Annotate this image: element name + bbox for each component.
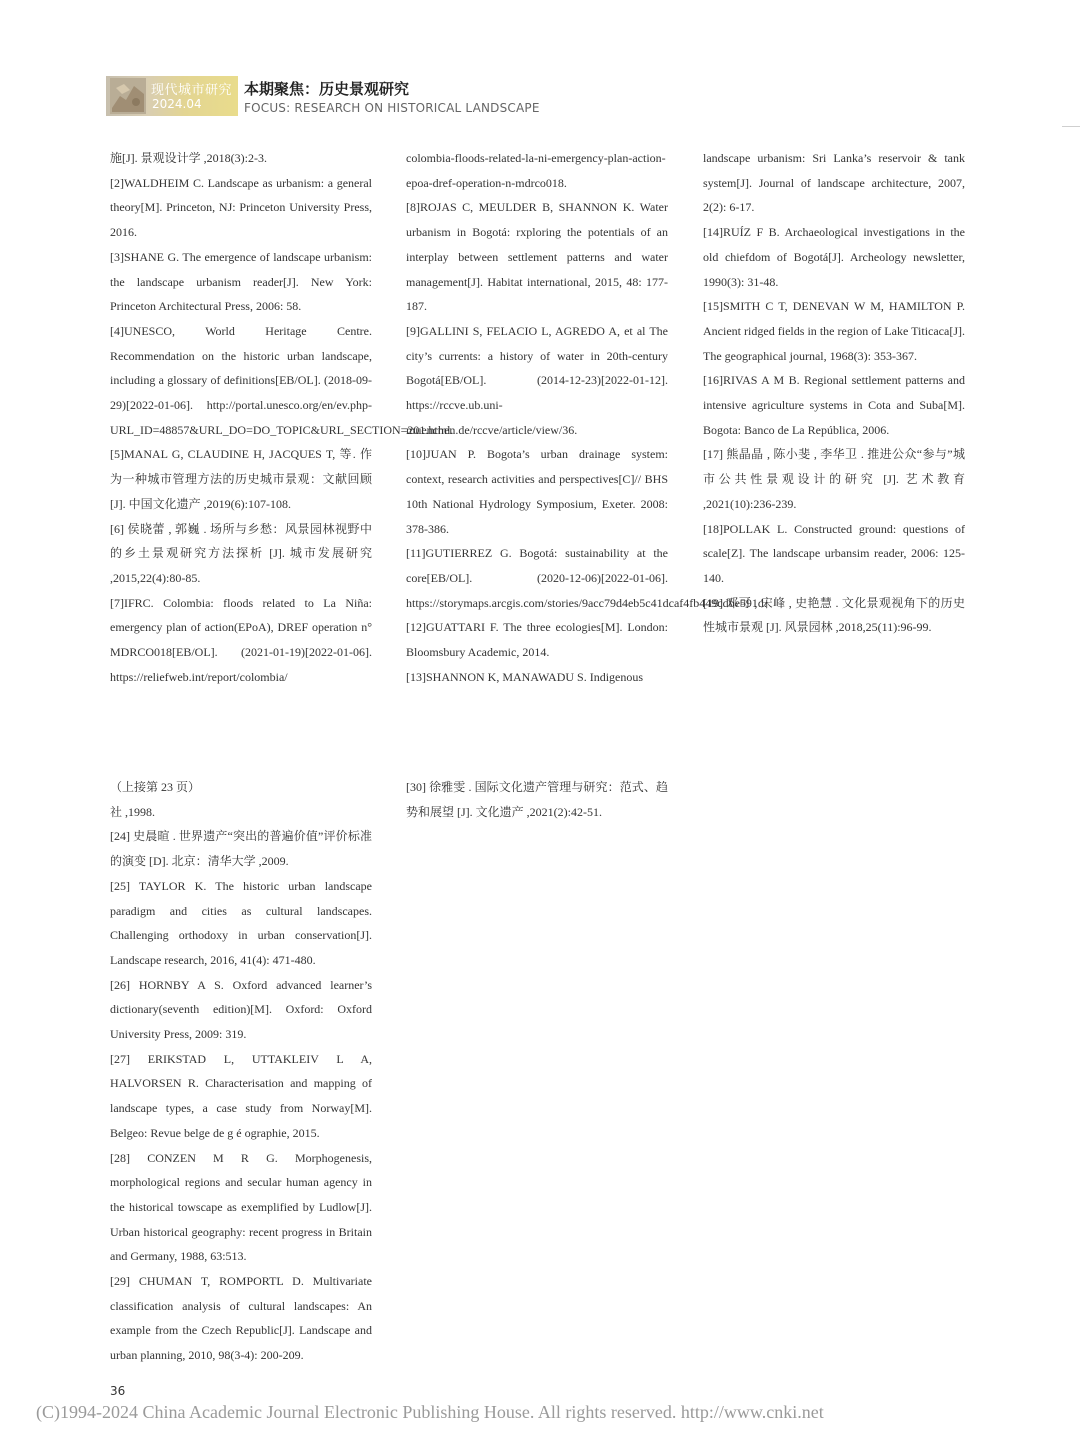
- reference-entry: colombia-floods-related-la-ni-emergency-plan-action-epoa-dref-operation-n-mdrco018.: [406, 151, 666, 190]
- section-title-en: FOCUS: RESEARCH ON HISTORICAL LANDSCAPE: [244, 101, 540, 115]
- reference-entry: [27] ERIKSTAD L, UTTAKLEIV L A, HALVORSEN R. Characterisation and mapping of landscape types, a case study from Norway[M]. Belgeo: Revue belge de g é ographie, 2015.: [110, 1051, 372, 1140]
- page-edge-mark: [1062, 126, 1080, 127]
- reference-entry: [15]SMITH C T, DENEVAN W M, HAMILTON P. Ancient ridged fields in the region of Lake Titicaca[J]. The geographical journal, 1968(3): 353-367.: [703, 299, 965, 363]
- reference-entry: [14]RUÍZ F B. Archaeological investigations in the old chiefdom of Bogotá[J]. Archeology newsletter, 1990(3): 31-48.: [703, 225, 965, 289]
- reference-entry: [16]RIVAS A M B. Regional settlement patterns and intensive agriculture systems in Cota and Suba[M]. Bogota: Banco de La República, 2006.: [703, 373, 965, 437]
- reference-entry: [2]WALDHEIM C. Landscape as urbanism: a general theory[M]. Princeton, NJ: Princeton University Press, 2016.: [110, 175, 372, 240]
- references-column-5: [406, 775, 668, 824]
- reference-entry: [6] 侯晓蕾 , 郭巍 . 场所与乡愁：风景园林视野中的乡土景观研究方法探析 [J]. 城市发展研究 ,2015,22(4):80-85.: [110, 521, 372, 585]
- journal-logo: [106, 76, 238, 116]
- reference-entry: [8]ROJAS C, MEULDER B, SHANNON K. Water urbanism in Bogotá: rxploring the potentials of an interplay between settlement patterns and water management[J]. Habitat international, 2015, 48: 177-187.: [406, 200, 668, 314]
- copyright-notice: (C)1994-2024 China Academic Journal Electronic Publishing House. All rights reserved. http://www.cnki.net: [36, 1402, 824, 1422]
- references-column-4: [110, 775, 372, 1368]
- reference-entry: [19] 邓可 , 宋峰 , 史艳慧 . 文化景观视角下的历史性城市景观 [J]. 风景园林 ,2018,25(11):96-99.: [703, 595, 965, 635]
- reference-entry: [13]SHANNON K, MANAWADU S. Indigenous: [406, 669, 644, 684]
- journal-issue: 2024.04: [152, 97, 202, 111]
- reference-entry: [10]JUAN P. Bogota’s urban drainage system: context, research activities and perspectives[C]// BHS 10th National Hydrology Symposium, Exeter. 2008: 378-386.: [406, 447, 668, 536]
- reference-entry: [5]MANAL G, CLAUDINE H, JACQUES T, 等. 作为一种城市管理方法的历史城市景观：文献回顾 [J]. 中国文化遗产 ,2019(6):107-108.: [110, 447, 372, 511]
- references-column-3: [703, 146, 965, 640]
- reference-entry: [9]GALLINI S, FELACIO L, AGREDO A, et al The city’s currents: a history of water in 20th-century Bogotá[EB/OL]. (2014-12-23)[2022-01-12]. https://rccve.ub.uni-muenchen.de/rccve/article/view/36.: [406, 323, 668, 437]
- reference-entry: [30] 徐雅雯 . 国际文化遗产管理与研究：范式、趋势和展望 [J]. 文化遗产 ,2021(2):42-51.: [406, 780, 668, 819]
- references-column-1: [110, 146, 454, 689]
- reference-entry: [12]GUATTARI F. The three ecologies[M]. London: Bloomsbury Academic, 2014.: [406, 620, 668, 660]
- continued-from-note: （上接第 23 页）: [110, 780, 201, 794]
- reference-entry: [25] TAYLOR K. The historic urban landscape paradigm and cities as cultural landscapes. Challenging orthodoxy in urban conservation[J]. Landscape research, 2016, 41(4): 471-480.: [110, 878, 372, 967]
- reference-entry: 施[J]. 景观设计学 ,2018(3):2-3.: [110, 151, 267, 165]
- page-number: 36: [110, 1384, 126, 1398]
- reference-entry: [17] 熊晶晶 , 陈小斐 , 李华卫 . 推进公众“参与”城市公共性景观设计的研究 [J]. 艺术教育 ,2021(10):236-239.: [703, 447, 965, 511]
- reference-entry: [29] CHUMAN T, ROMPORTL D. Multivariate classification analysis of cultural landscapes: An example from the Czech Republic[J]. Landscape and urban planning, 2010, 98(3-4): 200-209.: [110, 1274, 372, 1363]
- reference-entry: [18]POLLAK L. Constructed ground: questions of scale[Z]. The landscape urbansim reader, 2006: 125-140.: [703, 521, 965, 585]
- page-header: [106, 76, 666, 120]
- reference-entry: 社 ,1998.: [110, 804, 156, 819]
- reference-entry: [4]UNESCO, World Heritage Centre. Recommendation on the historic urban landscape, including a glossary of definitions[EB/OL]. (2018-09-29)[2022-01-06]. http://portal.unesco.org/en/ev.php-URL_ID=48857&URL_DO=DO_TOPIC&URL_SECTION=201.html.: [110, 323, 454, 437]
- reference-entry: [3]SHANE G. The emergence of landscape urbanism: the landscape urbanism reader[J]. New York: Princeton Architectural Press, 2006: 58.: [110, 249, 372, 314]
- section-title-cn: 本期聚焦：历史景观研究: [244, 80, 410, 98]
- reference-entry: landscape urbanism: Sri Lanka’s reservoir & tank system[J]. Journal of landscape architecture, 2007, 2(2): 6-17.: [703, 151, 965, 215]
- reference-entry: [28] CONZEN M R G. Morphogenesis, morphological regions and secular human agency in the historical towscape as exemplified by Ludlow[J]. Urban historical geography: recent progress in Britain and Germany, 1988, 63:513.: [110, 1150, 372, 1264]
- map-thumbnail-icon: [110, 78, 146, 114]
- reference-entry: [24] 史晨暄 . 世界遗产“突出的普遍价值”评价标准的演变 [D]. 北京：清华大学 ,2009.: [110, 829, 372, 869]
- journal-name: 现代城市研究: [151, 83, 233, 98]
- reference-entry: [26] HORNBY A S. Oxford advanced learner’s dictionary(seventh edition)[M]. Oxford: Oxford University Press, 2009: 319.: [110, 977, 372, 1042]
- references-column-2: [406, 146, 767, 689]
- reference-entry: [11]GUTIERREZ G. Bogotá: sustainability at the core[EB/OL]. (2020-12-06)[2022-01-06]. https://storymaps.arcgis.com/stories/9acc79d4eb5c41dcaf4fb449cdbe591d.: [406, 546, 767, 610]
- reference-entry: [7]IFRC. Colombia: floods related to La Niña: emergency plan of action(EPoA), DREF operation n° MDRCO018[EB/OL]. (2021-01-19)[2022-01-06]. https://reliefweb.int/report/colombia/: [110, 595, 372, 684]
